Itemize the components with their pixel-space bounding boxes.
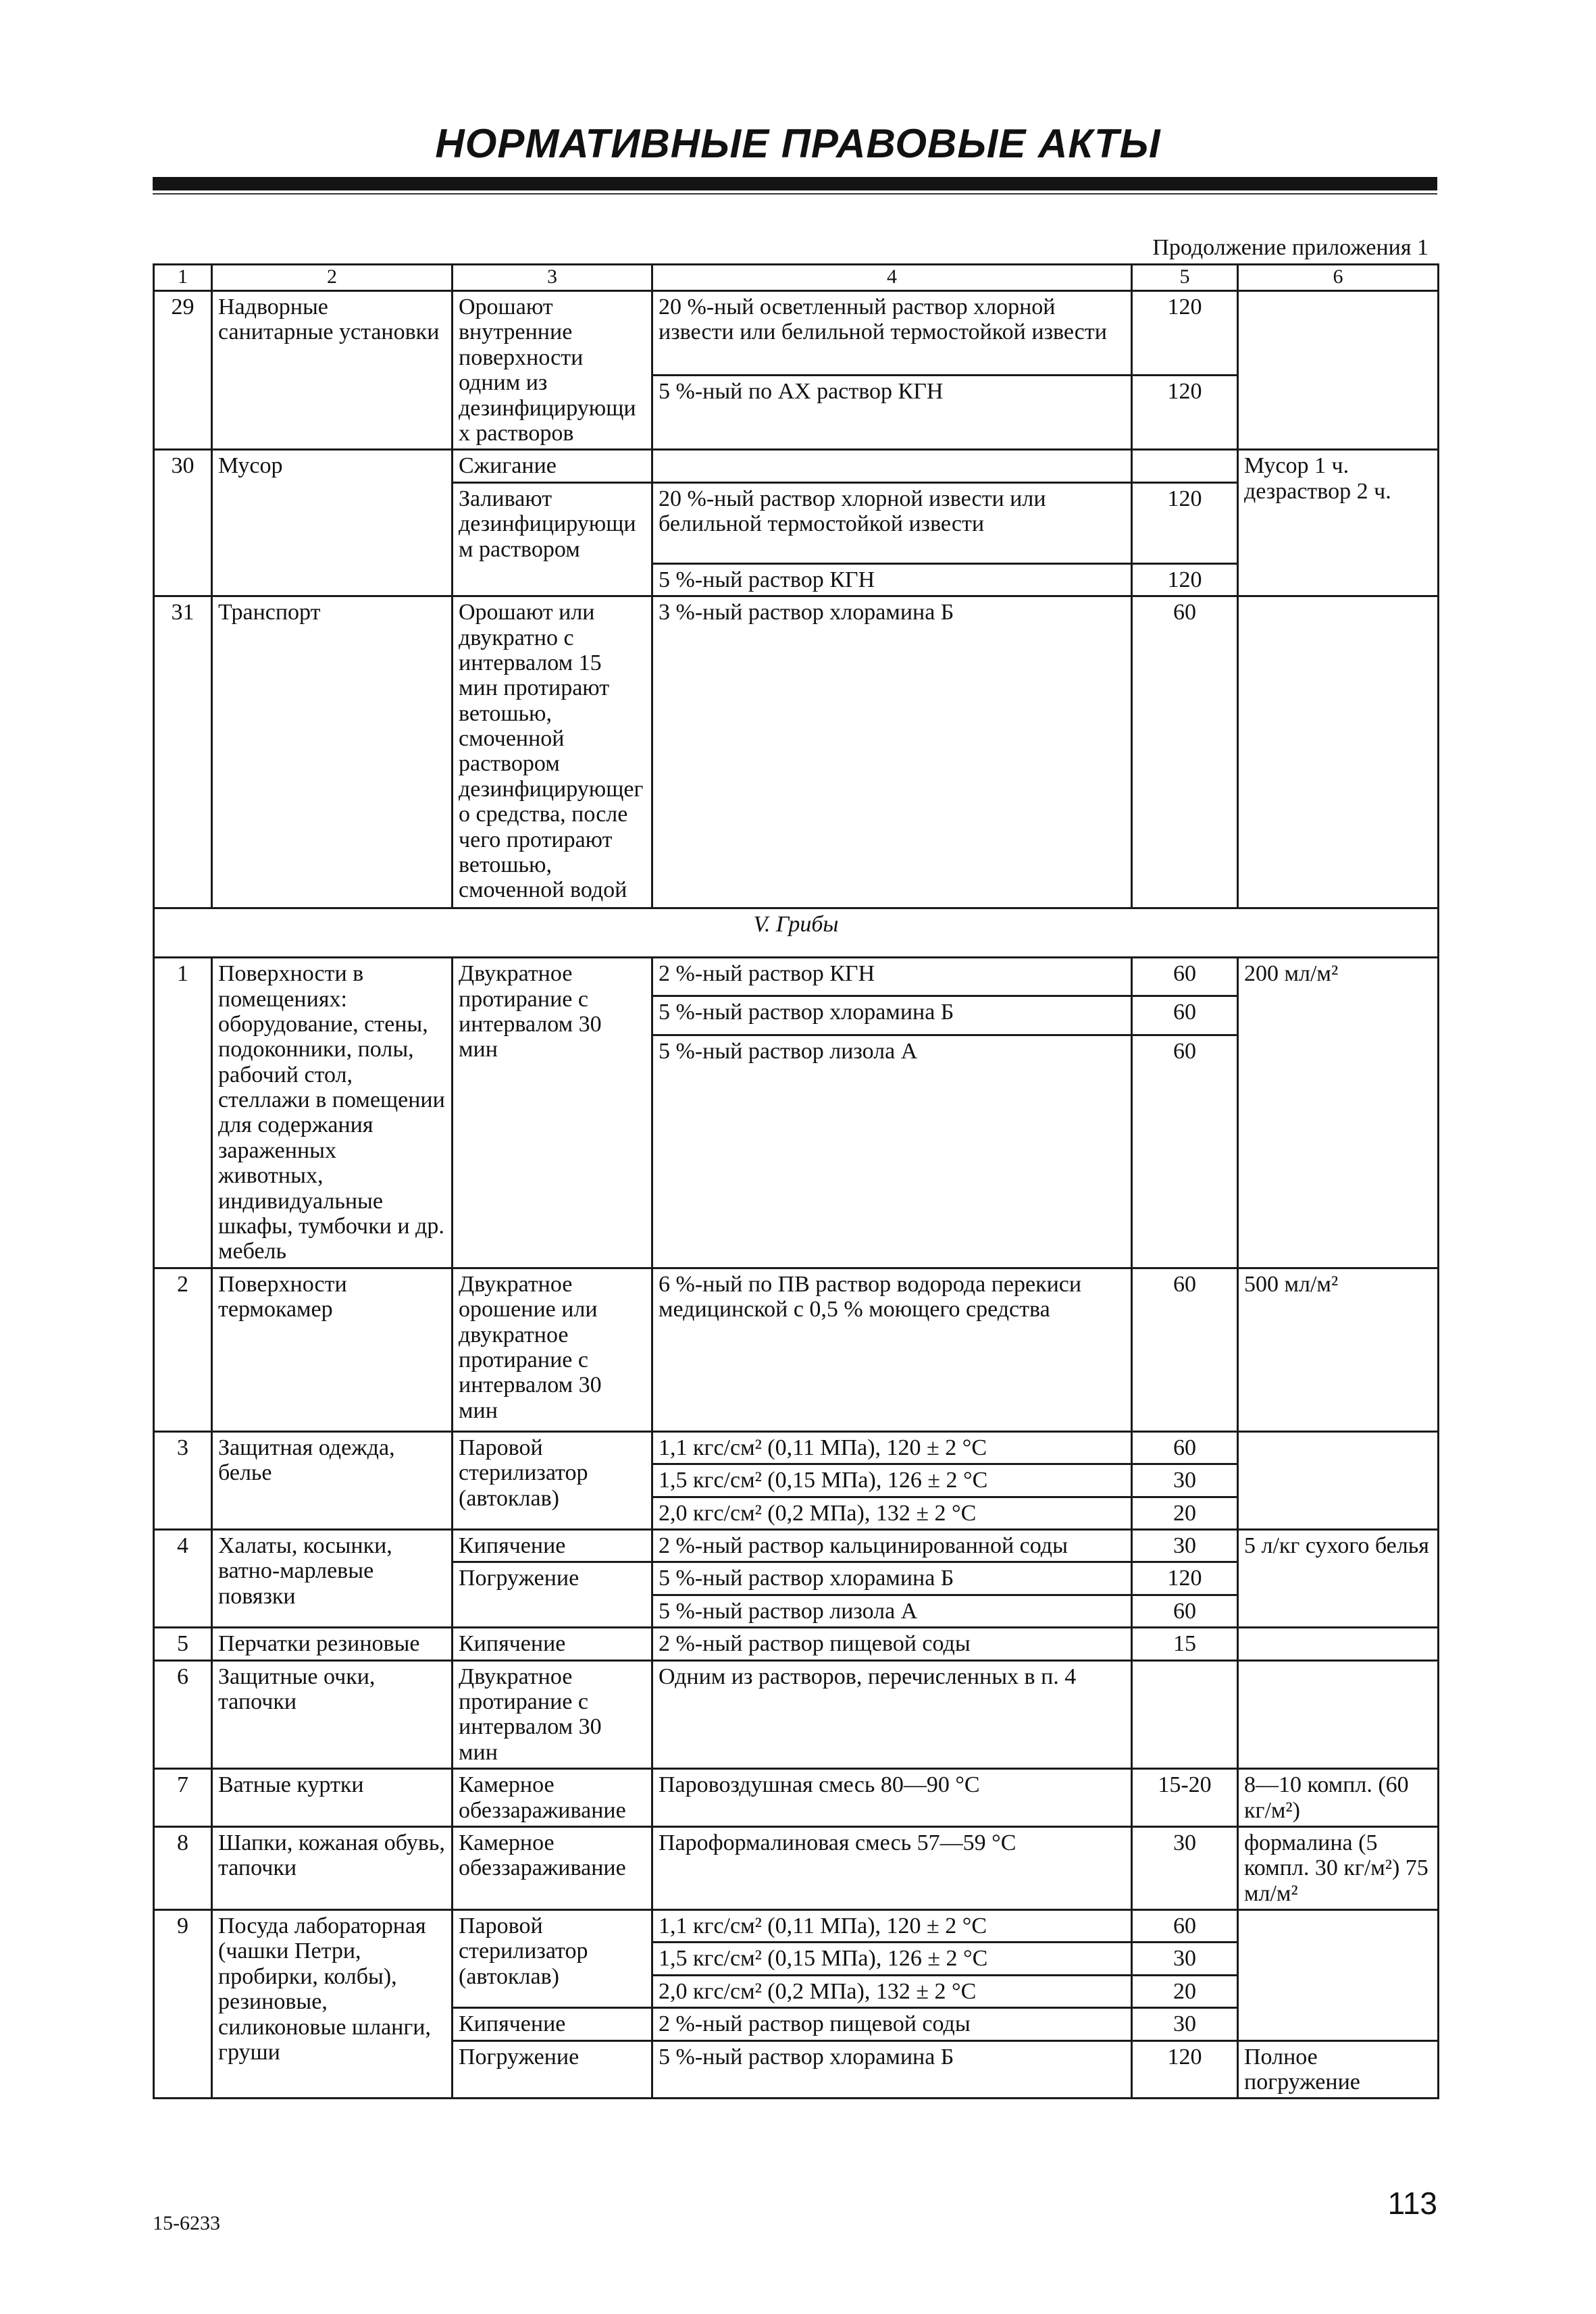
time-cell: 120 [1132, 482, 1238, 563]
header-rule-thin [153, 193, 1437, 195]
time-cell: 20 [1132, 1975, 1238, 2007]
object-cell: Перчатки резиновые [212, 1628, 453, 1660]
note-cell [1238, 1431, 1439, 1529]
row-number: 3 [154, 1431, 212, 1529]
object-cell: Ватные куртки [212, 1769, 453, 1827]
agent-cell: 5 %-ный раствор лизола А [652, 1595, 1132, 1627]
time-cell: 60 [1132, 996, 1238, 1035]
time-cell: 60 [1132, 1035, 1238, 1268]
section-title: V. Грибы [154, 908, 1439, 958]
method-cell: Погружение [453, 2040, 652, 2099]
header-rule [153, 177, 1437, 190]
agent-cell: 5 %-ный раствор хлорамина Б [652, 2040, 1132, 2099]
note-cell [1238, 596, 1439, 908]
agent-cell: 5 %-ный раствор хлорамина Б [652, 996, 1132, 1035]
row-number: 6 [154, 1660, 212, 1769]
agent-cell: 1,5 кгс/см² (0,15 МПа), 126 ± 2 °С [652, 1943, 1132, 1975]
time-cell: 30 [1132, 2008, 1238, 2040]
agent-cell: 2 %-ный раствор кальцинированной соды [652, 1529, 1132, 1562]
table-row [154, 1660, 1439, 1769]
table-row [154, 1826, 1439, 1909]
note-cell: 500 мл/м² [1238, 1268, 1439, 1431]
row-number: 9 [154, 1910, 212, 2099]
time-cell: 60 [1132, 1431, 1238, 1464]
table-row [154, 596, 1439, 908]
method-cell: Кипячение [453, 1529, 652, 1562]
row-number: 29 [154, 291, 212, 450]
method-cell: Камерное обеззараживание [453, 1769, 652, 1827]
agent-cell: 3 %-ный раствор хлорамина Б [652, 596, 1132, 908]
time-cell: 120 [1132, 291, 1238, 376]
row-number: 5 [154, 1628, 212, 1660]
object-cell: Транспорт [212, 596, 453, 908]
row-number: 2 [154, 1268, 212, 1431]
object-cell: Мусор [212, 450, 453, 596]
time-cell: 60 [1132, 958, 1238, 996]
row-number: 7 [154, 1769, 212, 1827]
method-cell: Заливают дезинфицирующим раствором [453, 482, 652, 596]
agent-cell: 1,5 кгс/см² (0,15 МПа), 126 ± 2 °С [652, 1464, 1132, 1497]
page-title: НОРМАТИВНЫЕ ПРАВОВЫЕ АКТЫ [435, 121, 1161, 166]
agent-cell: 5 %-ный по АХ раствор КГН [652, 376, 1132, 450]
object-cell: Защитные очки, тапочки [212, 1660, 453, 1769]
method-cell: Орошают внутренние поверхности одним из дезинфицирующих растворов [453, 291, 652, 450]
time-cell: 120 [1132, 376, 1238, 450]
agent-cell: 2 %-ный раствор пищевой соды [652, 2008, 1132, 2040]
method-cell: Двукратное орошение или двукратное протирание с интервалом 30 мин [453, 1268, 652, 1431]
time-cell: 15-20 [1132, 1769, 1238, 1827]
table-row [154, 1910, 1439, 1943]
note-cell [1238, 1660, 1439, 1769]
table-row [154, 1628, 1439, 1660]
column-number: 1 [154, 265, 212, 291]
agent-cell: 20 %-ный раствор хлорной извести или белильной термостойкой извести [652, 482, 1132, 563]
method-cell: Двукратное протирание с интервалом 30 мин [453, 958, 652, 1268]
time-cell [1132, 450, 1238, 482]
column-number: 4 [652, 265, 1132, 291]
column-number: 3 [453, 265, 652, 291]
agent-cell: 1,1 кгс/см² (0,11 МПа), 120 ± 2 °С [652, 1431, 1132, 1464]
time-cell: 30 [1132, 1529, 1238, 1562]
note-cell: 8—10 компл. (60 кг/м²) [1238, 1769, 1439, 1827]
note-cell: 200 мл/м² [1238, 958, 1439, 1268]
method-cell: Камерное обеззараживание [453, 1826, 652, 1909]
continuation-label: Продолжение приложения 1 [1152, 235, 1428, 260]
object-cell: Надворные санитарные установки [212, 291, 453, 450]
object-cell: Поверхности в помещениях: оборудование, стены, подоконники, полы, рабочий стол, стеллажи в помещении для содержания зараженных животных, индивидуальные шкафы, тумбочки и др. мебель [212, 958, 453, 1268]
column-number-row [154, 265, 1439, 291]
method-cell: Погружение [453, 1562, 652, 1628]
table-row [154, 1268, 1439, 1431]
agent-cell: 2,0 кгс/см² (0,2 МПа), 132 ± 2 °С [652, 1975, 1132, 2007]
table-row [154, 450, 1439, 482]
time-cell: 120 [1132, 2040, 1238, 2099]
row-number: 31 [154, 596, 212, 908]
agent-cell: Пароформалиновая смесь 57—59 °С [652, 1826, 1132, 1909]
time-cell: 60 [1132, 1268, 1238, 1431]
note-cell [1238, 1628, 1439, 1660]
agent-cell: Паровоздушная смесь 80—90 °С [652, 1769, 1132, 1827]
table-row [154, 958, 1439, 996]
time-cell: 15 [1132, 1628, 1238, 1660]
note-cell [1238, 1910, 1439, 2041]
method-cell: Кипячение [453, 2008, 652, 2040]
row-number: 1 [154, 958, 212, 1268]
column-number: 2 [212, 265, 453, 291]
agent-cell: 20 %-ный осветленный раствор хлорной извести или белильной термостойкой извести [652, 291, 1132, 376]
note-cell: Полное погружение [1238, 2040, 1439, 2099]
method-cell: Орошают или двукратно с интервалом 15 мин протирают ветошью, смоченной раствором дезинфицирующего средства, после чего протирают ветошью, смоченной водой [453, 596, 652, 908]
time-cell: 20 [1132, 1497, 1238, 1529]
row-number: 8 [154, 1826, 212, 1909]
method-cell: Паровой стерилизатор (автоклав) [453, 1910, 652, 2008]
table-row [154, 1769, 1439, 1827]
time-cell: 60 [1132, 1595, 1238, 1627]
time-cell: 30 [1132, 1464, 1238, 1497]
method-cell: Сжигание [453, 450, 652, 482]
print-code: 15-6233 [153, 2212, 220, 2234]
time-cell: 30 [1132, 1943, 1238, 1975]
note-cell [1238, 291, 1439, 450]
agent-cell: 2,0 кгс/см² (0,2 МПа), 132 ± 2 °С [652, 1497, 1132, 1529]
method-cell: Паровой стерилизатор (автоклав) [453, 1431, 652, 1529]
table-row [154, 1431, 1439, 1464]
object-cell: Шапки, кожаная обувь, тапочки [212, 1826, 453, 1909]
page-number: 113 [1387, 2186, 1437, 2221]
method-cell: Кипячение [453, 1628, 652, 1660]
agent-cell: 2 %-ный раствор КГН [652, 958, 1132, 996]
time-cell [1132, 1660, 1238, 1769]
agent-cell: 5 %-ный раствор хлорамина Б [652, 1562, 1132, 1595]
note-cell: формалина (5 компл. 30 кг/м²) 75 мл/м² [1238, 1826, 1439, 1909]
object-cell: Посуда лабораторная (чашки Петри, пробирки, колбы), резиновые, силиконовые шланги, груши [212, 1910, 453, 2099]
note-cell: Мусор 1 ч. дезраствор 2 ч. [1238, 450, 1439, 596]
agent-cell: 5 %-ный раствор лизола А [652, 1035, 1132, 1268]
agent-cell [652, 450, 1132, 482]
agent-cell: 6 %-ный по ПВ раствор водорода перекиси медицинской с 0,5 % моющего средства [652, 1268, 1132, 1431]
time-cell: 120 [1132, 1562, 1238, 1595]
row-number: 4 [154, 1529, 212, 1627]
object-cell: Поверхности термокамер [212, 1268, 453, 1431]
agent-cell: 5 %-ный раствор КГН [652, 563, 1132, 596]
appendix-table [153, 263, 1439, 2099]
object-cell: Защитная одежда, белье [212, 1431, 453, 1529]
time-cell: 120 [1132, 563, 1238, 596]
agent-cell: Одним из растворов, перечисленных в п. 4 [652, 1660, 1132, 1769]
section-row [154, 908, 1439, 958]
table-row [154, 1529, 1439, 1562]
object-cell: Халаты, косынки, ватно-марлевые повязки [212, 1529, 453, 1627]
agent-cell: 1,1 кгс/см² (0,11 МПа), 120 ± 2 °С [652, 1910, 1132, 1943]
column-number: 5 [1132, 265, 1238, 291]
time-cell: 30 [1132, 1826, 1238, 1909]
method-cell: Двукратное протирание с интервалом 30 мин [453, 1660, 652, 1769]
note-cell: 5 л/кг сухого белья [1238, 1529, 1439, 1627]
column-number: 6 [1238, 265, 1439, 291]
row-number: 30 [154, 450, 212, 596]
time-cell: 60 [1132, 596, 1238, 908]
table-row [154, 291, 1439, 376]
time-cell: 60 [1132, 1910, 1238, 1943]
agent-cell: 2 %-ный раствор пищевой соды [652, 1628, 1132, 1660]
